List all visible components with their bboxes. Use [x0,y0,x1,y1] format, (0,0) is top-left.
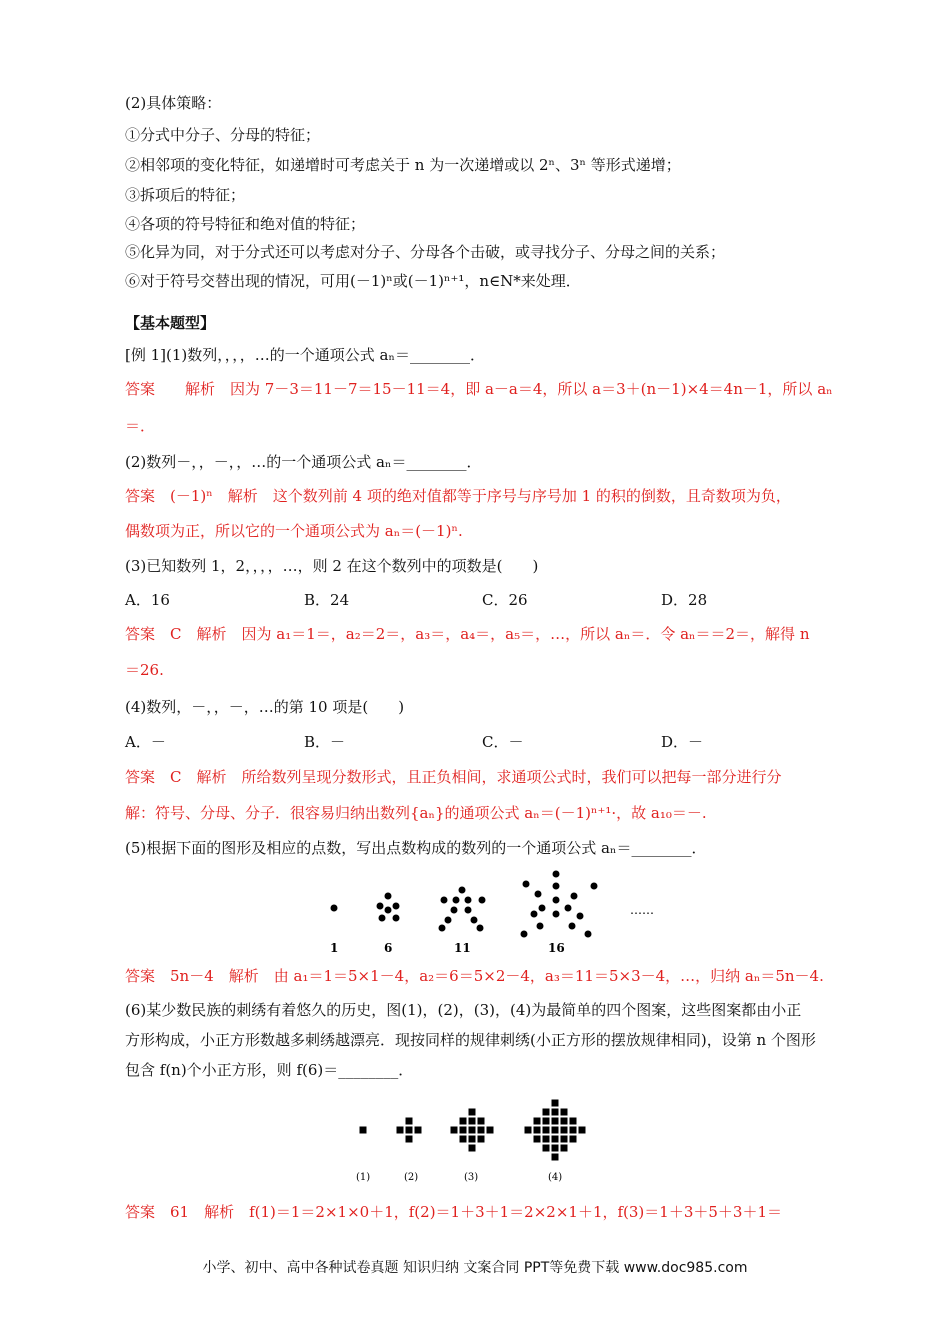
pattern-square [469,1118,476,1125]
pattern-square [543,1145,550,1152]
pattern-square [543,1127,550,1134]
pattern-square [534,1136,541,1143]
pattern-square [552,1145,559,1152]
example2-answer-cont: 偶数项为正，所以它的一个通项公式为 aₙ＝(－1)ⁿ. [125,522,463,540]
pattern-square [552,1136,559,1143]
pattern-square [570,1136,577,1143]
pattern-square [478,1118,485,1125]
pattern-square [487,1127,494,1134]
option-d: D．－ [661,733,704,751]
pattern-square [543,1118,550,1125]
strategy-heading: (2)具体策略： [125,94,222,112]
example1-answer-cont: ＝． [125,417,156,435]
fig-label: (4) [548,1172,563,1183]
pattern-square [561,1136,568,1143]
pattern-square [406,1118,413,1125]
option-c: C．26 [482,591,528,609]
example6-answer: 答案 61 解析 f(1)＝1＝2×1×0＋1，f(2)＝1＋3＋1＝2×2×1＋1，f(3)＝1＋3＋5＋3＋1＝ [125,1203,782,1221]
example6-question-cont: 包含 f(n)个小正方形，则 f(6)＝________． [125,1061,414,1079]
pattern-square [534,1127,541,1134]
strategy-item: ④各项的符号特征和绝对值的特征； [125,215,366,233]
example4-answer: 答案 C 解析 所给数列呈现分数形式，且正负相间，求通项公式时，我们可以把每一部分进行分 [125,768,782,786]
pattern-square [460,1136,467,1143]
option-d: D．28 [661,591,708,609]
pattern-square [460,1118,467,1125]
fig-label: 16 [548,941,565,955]
fig-label: 1 [330,941,339,955]
example6-question: (6)某少数民族的刺绣有着悠久的历史，图(1)，(2)，(3)，(4)为最简单的四个图案，这些图案都由小正 [125,1001,802,1019]
pattern-square [570,1127,577,1134]
pattern-square [552,1118,559,1125]
pattern-square [552,1127,559,1134]
option-a: A．16 [125,591,170,609]
pattern-square [552,1109,559,1116]
pattern-square [469,1109,476,1116]
section-title: 【基本题型】 [125,314,216,332]
ellipsis-label: …… [630,903,654,917]
example4-answer-cont: 解：符号、分母、分子．很容易归纳出数列{aₙ}的通项公式 aₙ＝(－1)ⁿ⁺¹·，故 a₁₀＝－. [125,804,707,822]
example3-question: (3)已知数列 1，2，，，，…，则 2 在这个数列中的项数是( ) [125,557,539,575]
option-b: B．24 [304,591,350,609]
pattern-square [460,1127,467,1134]
pattern-square [478,1136,485,1143]
strategy-item: ①分式中分子、分母的特征； [125,126,321,144]
example2-question: (2)数列－，，－，，…的一个通项公式 aₙ＝________． [125,453,482,471]
strategy-item: ③拆项后的特征； [125,186,246,204]
pattern-square [360,1127,367,1134]
fig-label: (3) [464,1172,479,1183]
example4-question: (4)数列，－，，－，…的第 10 项是( ) [125,698,405,716]
strategy-item: ⑤化异为同，对于分式还可以考虑对分子、分母各个击破，或寻找分子、分母之间的关系； [125,243,726,261]
example1-answer: 答案 解析 因为 7－3＝11－7＝15－11＝4，即 a－a＝4，所以 a＝3＋(n－1)×4＝4n－1，所以 aₙ [125,380,833,398]
pattern-square [406,1127,413,1134]
pattern-square [561,1118,568,1125]
pattern-square [469,1145,476,1152]
pattern-square [552,1154,559,1161]
strategy-item: ⑥对于符号交替出现的情况，可用(－1)ⁿ或(－1)ⁿ⁺¹，n∈N*来处理． [125,272,581,290]
option-b: B．－ [304,733,346,751]
pattern-square [451,1127,458,1134]
fig-label: (2) [404,1172,419,1183]
example2-answer: 答案 (－1)ⁿ 解析 这个数列前 4 项的绝对值都等于序号与序号加 1 的积的倒数，且奇数项为负， [125,487,791,505]
pattern-square [561,1145,568,1152]
pattern-square [561,1109,568,1116]
option-c: C．－ [482,733,524,751]
pattern-square [406,1136,413,1143]
pattern-square [469,1127,476,1134]
page-footer: 小学、初中、高中各种试卷真题 知识归纳 文案合同 PPT等免费下载 www.doc985.com [202,1260,748,1276]
pattern-square [579,1127,586,1134]
fig-label: 6 [384,941,393,955]
pattern-square [534,1118,541,1125]
example5-answer: 答案 5n－4 解析 由 a₁＝1＝5×1－4，a₂＝6＝5×2－4，a₃＝11＝5×3－4，…，归纳 aₙ＝5n－4. [125,967,824,985]
pattern-square [469,1136,476,1143]
pattern-square [415,1127,422,1134]
pattern-square [525,1127,532,1134]
dot-pattern-figure [320,868,670,958]
pattern-square [543,1136,550,1143]
example6-question-cont: 方形构成，小正方形数越多刺绣越漂亮．现按同样的规律刺绣(小正方形的摆放规律相同)，设第 n 个图形 [125,1031,816,1049]
option-a: A．－ [125,733,166,751]
pattern-square [570,1118,577,1125]
example1-question: [例 1](1)数列，，，，…的一个通项公式 aₙ＝________． [125,346,485,364]
example3-answer: 答案 C 解析 因为 a₁＝1＝，a₂＝2＝，a₃＝，a₄＝，a₅＝，…，所以 aₙ＝．令 aₙ＝＝2＝，解得 n [125,625,810,643]
fig-label: (1) [356,1172,371,1183]
example5-question: (5)根据下面的图形及相应的点数，写出点数构成的数列的一个通项公式 aₙ＝________． [125,839,707,857]
pattern-square [397,1127,404,1134]
example3-answer-cont: ＝26. [125,661,164,679]
strategy-item: ②相邻项的变化特征，如递增时可考虑关于 n 为一次递增或以 2ⁿ、3ⁿ 等形式递增； [125,156,681,174]
square-pattern-figure [350,1090,610,1185]
pattern-square [552,1100,559,1107]
fig-label: 11 [454,941,471,955]
pattern-square [478,1127,485,1134]
pattern-square [561,1127,568,1134]
pattern-square [543,1109,550,1116]
